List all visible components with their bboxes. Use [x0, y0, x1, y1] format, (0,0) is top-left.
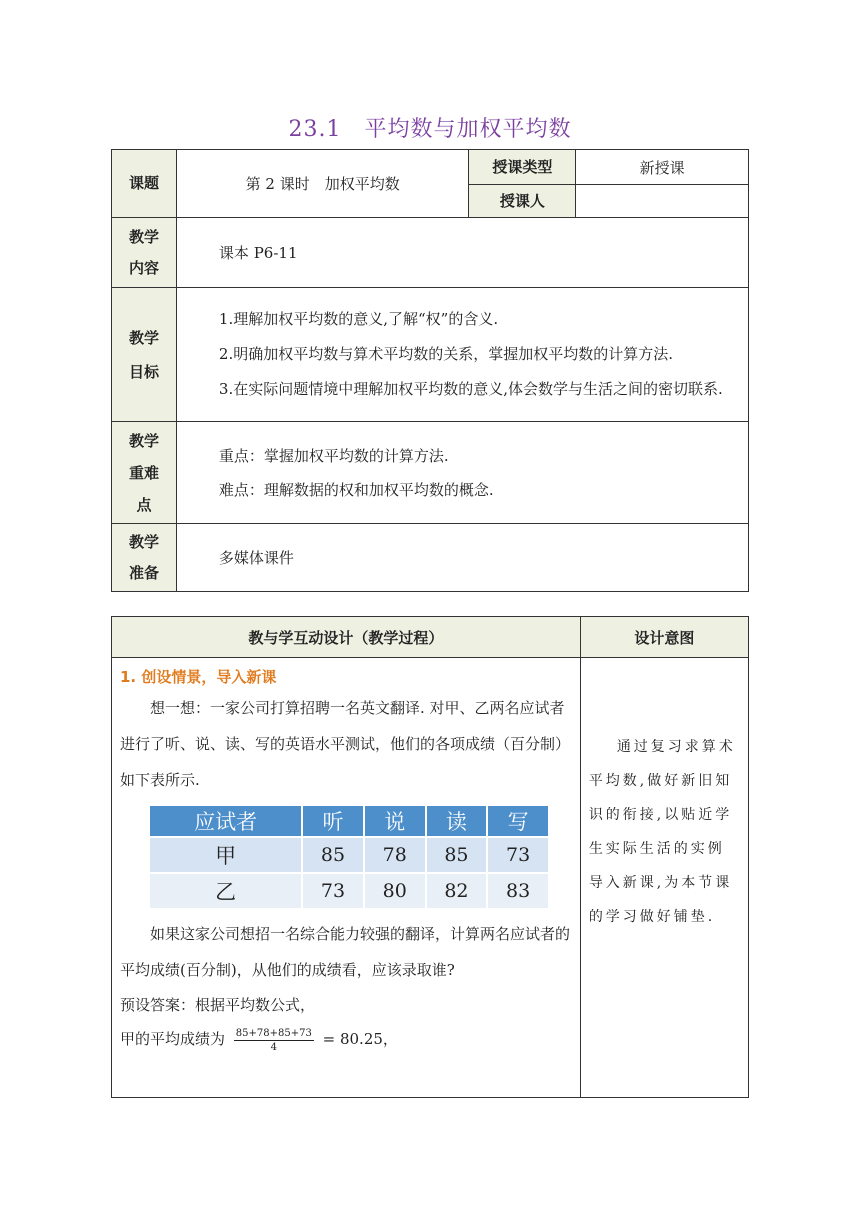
score-cell: 83 — [488, 872, 550, 908]
process-header: 教与学互动设计（教学过程） — [112, 617, 581, 658]
intent-header: 设计意图 — [580, 617, 748, 658]
teacher-label: 授课人 — [469, 185, 576, 218]
goals-cell — [176, 288, 748, 422]
score-cell: 73 — [488, 836, 550, 872]
fraction-numerator: 85+78+85+73 — [235, 1027, 312, 1039]
content-label — [112, 218, 177, 288]
prep-label-text: 教学准备 — [128, 532, 159, 582]
goals-label-text: 教学目标 — [128, 328, 159, 381]
score-cell: 78 — [365, 836, 427, 872]
intent-cell — [580, 658, 748, 1098]
key-label-text: 教学重难点 — [128, 431, 159, 514]
key-cell — [176, 422, 748, 524]
score-cell: 甲 — [150, 836, 303, 872]
process-body — [112, 658, 581, 1098]
teacher-value — [576, 185, 749, 218]
score-cell: 82 — [427, 872, 489, 908]
score-cell: 乙 — [150, 872, 303, 908]
score-cell: 85 — [427, 836, 489, 872]
goal-item: 1.理解加权平均数的意义,了解“权”的含义. — [218, 310, 499, 328]
difficult-point: 难点：理解数据的权和加权平均数的概念. — [218, 480, 494, 499]
lesson-info-table — [111, 149, 749, 592]
topic-value: 第 2 课时 加权平均数 — [176, 150, 469, 218]
intent-text: 通过复习求算术平均数,做好新旧知识的衔接,以贴近学生实际生活的实例导入新课,为本节课的学习做好铺垫. — [588, 739, 736, 925]
score-header: 听 — [303, 806, 365, 836]
section-title: 1. 创设情景，导入新课 — [120, 668, 277, 686]
fraction — [234, 1027, 314, 1054]
score-header: 读 — [427, 806, 489, 836]
key-label — [112, 422, 177, 524]
score-header: 应试者 — [150, 806, 303, 836]
type-value: 新授课 — [576, 150, 749, 185]
page-title: 23.1 平均数与加权平均数 — [288, 117, 572, 142]
calc-prefix: 甲的平均成绩为 — [120, 1030, 226, 1048]
content-value: 课本 P6-11 — [176, 218, 748, 288]
process-table — [111, 616, 749, 1098]
content-label-text: 教学内容 — [128, 227, 159, 277]
intro-text: 想一想：一家公司打算招聘一名英文翻译. 对甲、乙两名应试者进行了听、说、读、写的英语水平测试，他们的各项成绩（百分制）如下表所示. — [120, 699, 571, 789]
prep-label — [112, 524, 177, 592]
score-cell: 80 — [365, 872, 427, 908]
score-cell: 85 — [303, 836, 365, 872]
score-cell: 73 — [303, 872, 365, 908]
fraction-denominator: 4 — [270, 1041, 277, 1053]
score-header: 说 — [365, 806, 427, 836]
goal-item: 2.明确加权平均数与算术平均数的关系，掌握加权平均数的计算方法. — [218, 345, 674, 363]
question-text: 如果这家公司想招一名综合能力较强的翻译，计算两名应试者的平均成绩(百分制)，从他们的成绩看，应该录取谁? — [120, 925, 571, 979]
score-table — [150, 806, 550, 908]
goals-label — [112, 288, 177, 422]
topic-label: 课题 — [112, 150, 177, 218]
prep-value: 多媒体课件 — [176, 524, 748, 592]
type-label: 授课类型 — [469, 150, 576, 185]
calc-line — [120, 1022, 572, 1056]
key-point: 重点：掌握加权平均数的计算方法. — [218, 446, 449, 465]
preset-answer: 预设答案：根据平均数公式， — [120, 996, 316, 1014]
calc-result: = 80.25， — [322, 1030, 398, 1048]
goal-item: 3.在实际问题情境中理解加权平均数的意义,体会数学与生活之间的密切联系. — [218, 380, 723, 398]
score-header: 写 — [488, 806, 550, 836]
